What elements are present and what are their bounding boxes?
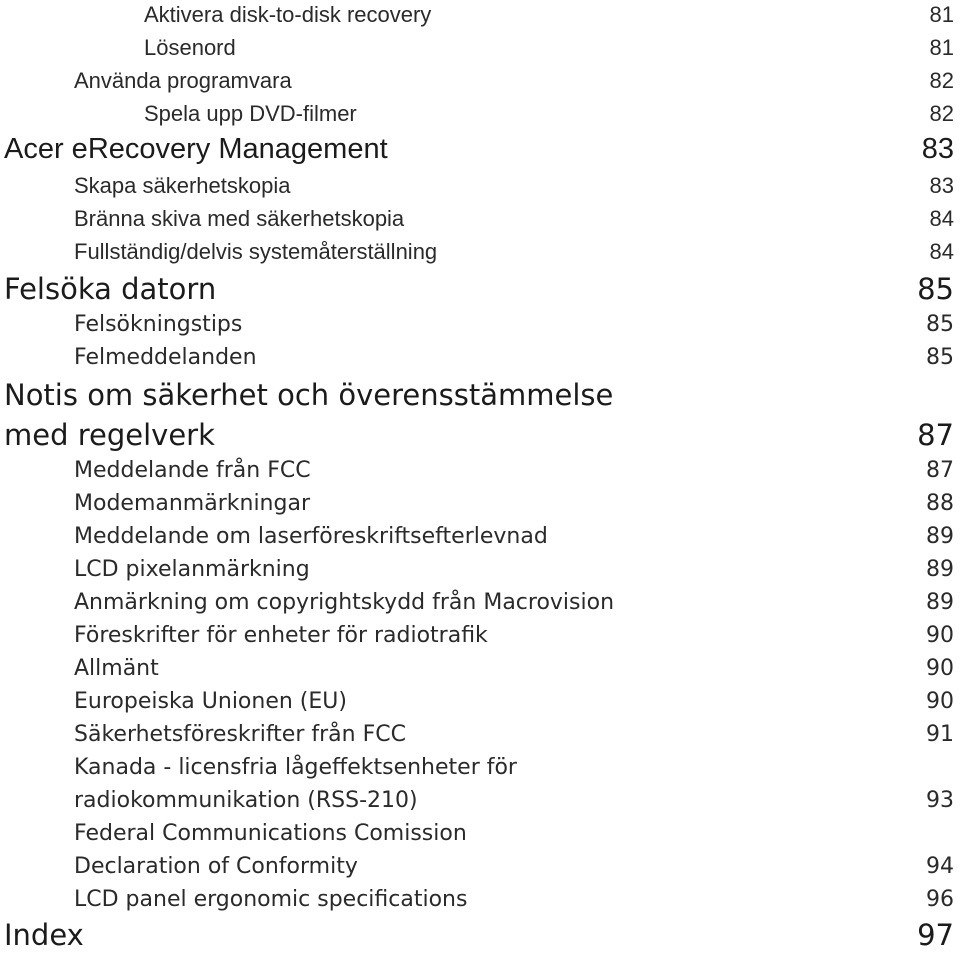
toc-entry-title: Europeiska Unionen (EU) — [74, 689, 347, 714]
toc-chapter-entry[interactable] — [0, 918, 954, 952]
toc-entry-title: LCD panel ergonomic specifications — [74, 887, 468, 912]
toc-entry[interactable] — [0, 345, 954, 370]
toc-entry-page: 85 — [926, 312, 954, 337]
toc-entry-page: 90 — [926, 689, 954, 714]
toc-chapter-entry[interactable] — [0, 133, 954, 166]
toc-entry-title: Felmeddelanden — [74, 345, 257, 370]
toc-entry-page: 97 — [917, 918, 954, 952]
toc-entry-page: 94 — [926, 854, 954, 879]
toc-entry[interactable] — [0, 524, 954, 549]
toc-entry-page: 82 — [929, 68, 954, 93]
toc-entry-page: 84 — [929, 239, 954, 264]
toc-entry-page: 90 — [926, 623, 954, 648]
toc-entry-page: 85 — [926, 345, 954, 370]
toc-chapter-entry[interactable] — [0, 378, 954, 412]
toc-entry-page: 87 — [917, 418, 954, 452]
toc-entry[interactable] — [0, 239, 954, 265]
toc-entry[interactable] — [0, 854, 954, 879]
toc-chapter-entry[interactable] — [0, 272, 954, 306]
toc-entry[interactable] — [0, 689, 954, 714]
toc-entry[interactable] — [0, 557, 954, 582]
toc-entry-title: Föreskrifter för enheter för radiotrafik — [74, 623, 488, 648]
toc-entry[interactable] — [0, 101, 954, 127]
toc-entry-title: Declaration of Conformity — [74, 854, 358, 879]
toc-entry[interactable] — [0, 206, 954, 232]
toc-entry-title: Fullständig/delvis systemåterställning — [74, 239, 438, 264]
toc-entry[interactable] — [0, 656, 954, 681]
toc-entry-page: 89 — [926, 590, 954, 615]
toc-entry[interactable] — [0, 821, 954, 846]
toc-entry-page: 88 — [926, 491, 954, 516]
toc-entry-title: Modemanmärkningar — [74, 491, 310, 516]
toc-entry-title: Meddelande från FCC — [74, 458, 311, 483]
toc-entry-page: 89 — [926, 524, 954, 549]
toc-entry-page: 82 — [929, 101, 954, 126]
toc-entry-page: 93 — [926, 788, 954, 813]
toc-entry-title: Federal Communications Comission — [74, 821, 467, 846]
toc-entry-page: 90 — [926, 656, 954, 681]
toc-entry-page: 84 — [929, 206, 954, 231]
toc-entry[interactable] — [0, 623, 954, 648]
toc-entry-title: Felsöka datorn — [4, 272, 217, 306]
toc-entry[interactable] — [0, 491, 954, 516]
toc-entry-title: med regelverk — [4, 418, 215, 452]
toc-entry-title: Anmärkning om copyrightskydd från Macrovision — [74, 590, 615, 615]
toc-entry-title: Meddelande om laserföreskriftsefterlevnad — [74, 524, 548, 549]
toc-entry-page: 87 — [926, 458, 954, 483]
toc-entry-page: 91 — [926, 722, 954, 747]
toc-entry-title: Använda programvara — [74, 68, 292, 93]
toc-entry-page: 89 — [926, 557, 954, 582]
toc-entry-page: 83 — [921, 133, 954, 165]
toc-entry[interactable] — [0, 722, 954, 747]
toc-entry-page: 85 — [917, 272, 954, 306]
toc-entry-title: Säkerhetsföreskrifter från FCC — [74, 722, 406, 747]
toc-entry-title: Aktivera disk-to-disk recovery — [144, 2, 432, 27]
toc-entry-title: Allmänt — [74, 656, 159, 681]
toc-entry-title: Felsökningstips — [74, 312, 243, 337]
toc-entry-page: 96 — [926, 887, 954, 912]
toc-entry[interactable] — [0, 68, 954, 94]
toc-entry-title: Lösenord — [144, 35, 236, 60]
toc-entry-title: radiokommunikation (RSS-210) — [74, 788, 418, 813]
toc-entry-title: Spela upp DVD-filmer — [144, 101, 357, 126]
toc-chapter-entry[interactable] — [0, 418, 954, 452]
toc-entry-title: LCD pixelanmärkning — [74, 557, 310, 582]
toc-entry-page: 83 — [929, 173, 954, 198]
toc-entry-page: 81 — [929, 2, 954, 27]
toc-entry-title: Acer eRecovery Management — [4, 133, 388, 165]
toc-entry[interactable] — [0, 312, 954, 337]
toc-entry[interactable] — [0, 590, 954, 615]
toc-entry-title: Skapa säkerhetskopia — [74, 173, 291, 198]
toc-entry[interactable] — [0, 458, 954, 483]
toc-entry-page: 81 — [929, 35, 954, 60]
toc-entry-title: Bränna skiva med säkerhetskopia — [74, 206, 405, 231]
toc-entry[interactable] — [0, 755, 954, 780]
toc-entry-title: Kanada - licensfria lågeffektsenheter för — [74, 755, 517, 780]
toc-entry[interactable] — [0, 173, 954, 199]
toc-entry-title: Index — [4, 918, 84, 952]
toc-entry[interactable] — [0, 887, 954, 912]
toc-entry-title: Notis om säkerhet och överensstämmelse — [4, 378, 614, 412]
toc-entry[interactable] — [0, 788, 954, 813]
toc-entry[interactable] — [0, 35, 954, 61]
toc-entry[interactable] — [0, 2, 954, 28]
